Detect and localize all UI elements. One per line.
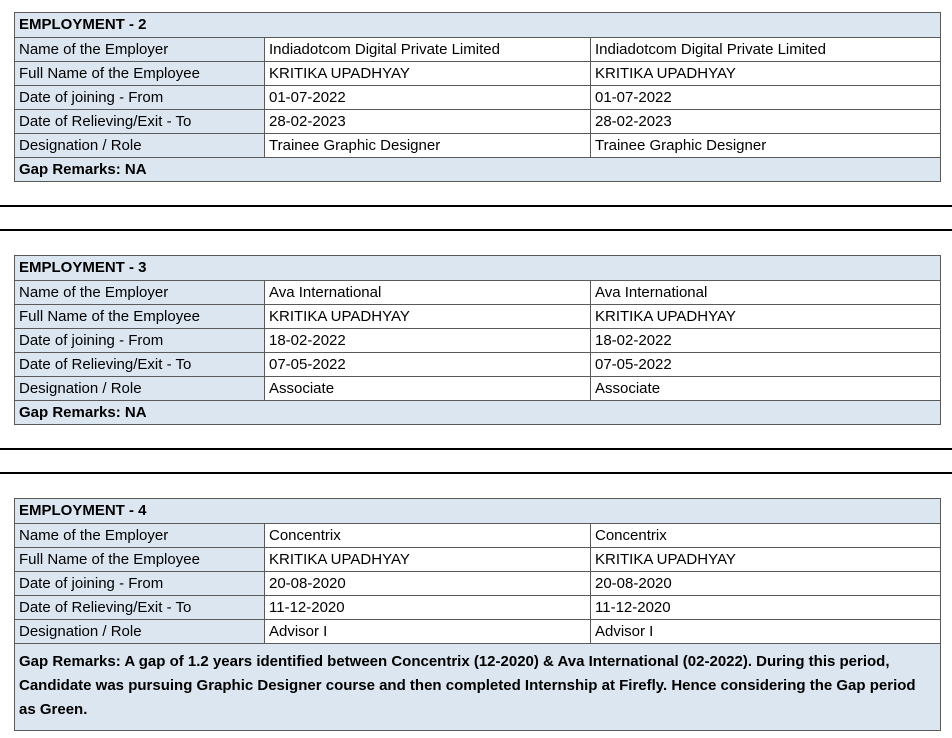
section-divider (0, 229, 952, 231)
employment-4-section (14, 498, 940, 731)
table-header-row (15, 256, 941, 281)
table-row (15, 524, 941, 548)
section-divider (0, 472, 952, 474)
verified-value: Ava International (591, 281, 941, 305)
row-label: Name of the Employer (15, 281, 265, 305)
row-label: Name of the Employer (15, 524, 265, 548)
row-label: Designation / Role (15, 377, 265, 401)
row-label: Full Name of the Employee (15, 548, 265, 572)
claimed-value: KRITIKA UPADHYAY (265, 62, 591, 86)
verified-value: 01-07-2022 (591, 86, 941, 110)
row-label: Date of joining - From (15, 572, 265, 596)
table-row (15, 353, 941, 377)
table-row (15, 377, 941, 401)
gap-remarks-row (15, 401, 941, 425)
verified-value: 28-02-2023 (591, 110, 941, 134)
gap-remarks: Gap Remarks: NA (15, 158, 941, 182)
verified-value: KRITIKA UPADHYAY (591, 305, 941, 329)
row-label: Date of Relieving/Exit - To (15, 353, 265, 377)
employment-2-section (14, 12, 940, 182)
verified-value: 18-02-2022 (591, 329, 941, 353)
table-row (15, 305, 941, 329)
verified-value: 11-12-2020 (591, 596, 941, 620)
row-label: Date of joining - From (15, 86, 265, 110)
section-divider (0, 205, 952, 207)
table-row (15, 38, 941, 62)
claimed-value: Associate (265, 377, 591, 401)
claimed-value: 07-05-2022 (265, 353, 591, 377)
verified-value: Trainee Graphic Designer (591, 134, 941, 158)
row-label: Date of Relieving/Exit - To (15, 110, 265, 134)
section-divider (0, 448, 952, 450)
verified-value: 07-05-2022 (591, 353, 941, 377)
verified-value: KRITIKA UPADHYAY (591, 62, 941, 86)
claimed-value: Ava International (265, 281, 591, 305)
table-row (15, 596, 941, 620)
claimed-value: 20-08-2020 (265, 572, 591, 596)
table-row (15, 134, 941, 158)
row-label: Date of joining - From (15, 329, 265, 353)
table-header-row (15, 499, 941, 524)
verified-value: Concentrix (591, 524, 941, 548)
claimed-value: 28-02-2023 (265, 110, 591, 134)
verified-value: KRITIKA UPADHYAY (591, 548, 941, 572)
row-label: Date of Relieving/Exit - To (15, 596, 265, 620)
row-label: Designation / Role (15, 134, 265, 158)
gap-remarks: Gap Remarks: A gap of 1.2 years identified between Concentrix (12-2020) & Ava International (02-2022). During this period, Candidate was pursuing Graphic Designer course and then completed Internship at Firefly. Hence considering the Gap period as Green. (15, 644, 941, 731)
employment-2-table (14, 12, 941, 182)
gap-remarks: Gap Remarks: NA (15, 401, 941, 425)
table-row (15, 329, 941, 353)
claimed-value: KRITIKA UPADHYAY (265, 305, 591, 329)
claimed-value: 11-12-2020 (265, 596, 591, 620)
verified-value: Indiadotcom Digital Private Limited (591, 38, 941, 62)
employment-3-section (14, 255, 940, 425)
table-row (15, 281, 941, 305)
row-label: Full Name of the Employee (15, 305, 265, 329)
claimed-value: 18-02-2022 (265, 329, 591, 353)
row-label: Full Name of the Employee (15, 62, 265, 86)
gap-remarks-row (15, 158, 941, 182)
section-heading: EMPLOYMENT - 2 (15, 13, 941, 38)
verified-value: Associate (591, 377, 941, 401)
row-label: Name of the Employer (15, 38, 265, 62)
claimed-value: 01-07-2022 (265, 86, 591, 110)
claimed-value: Indiadotcom Digital Private Limited (265, 38, 591, 62)
verified-value: 20-08-2020 (591, 572, 941, 596)
section-heading: EMPLOYMENT - 3 (15, 256, 941, 281)
table-row (15, 548, 941, 572)
row-label: Designation / Role (15, 620, 265, 644)
table-row (15, 620, 941, 644)
gap-remarks-row (15, 644, 941, 731)
section-heading: EMPLOYMENT - 4 (15, 499, 941, 524)
table-header-row (15, 13, 941, 38)
claimed-value: Concentrix (265, 524, 591, 548)
verified-value: Advisor I (591, 620, 941, 644)
employment-3-table (14, 255, 941, 425)
claimed-value: KRITIKA UPADHYAY (265, 548, 591, 572)
table-row (15, 86, 941, 110)
employment-4-table (14, 498, 941, 731)
table-row (15, 62, 941, 86)
claimed-value: Advisor I (265, 620, 591, 644)
table-row (15, 110, 941, 134)
table-row (15, 572, 941, 596)
claimed-value: Trainee Graphic Designer (265, 134, 591, 158)
